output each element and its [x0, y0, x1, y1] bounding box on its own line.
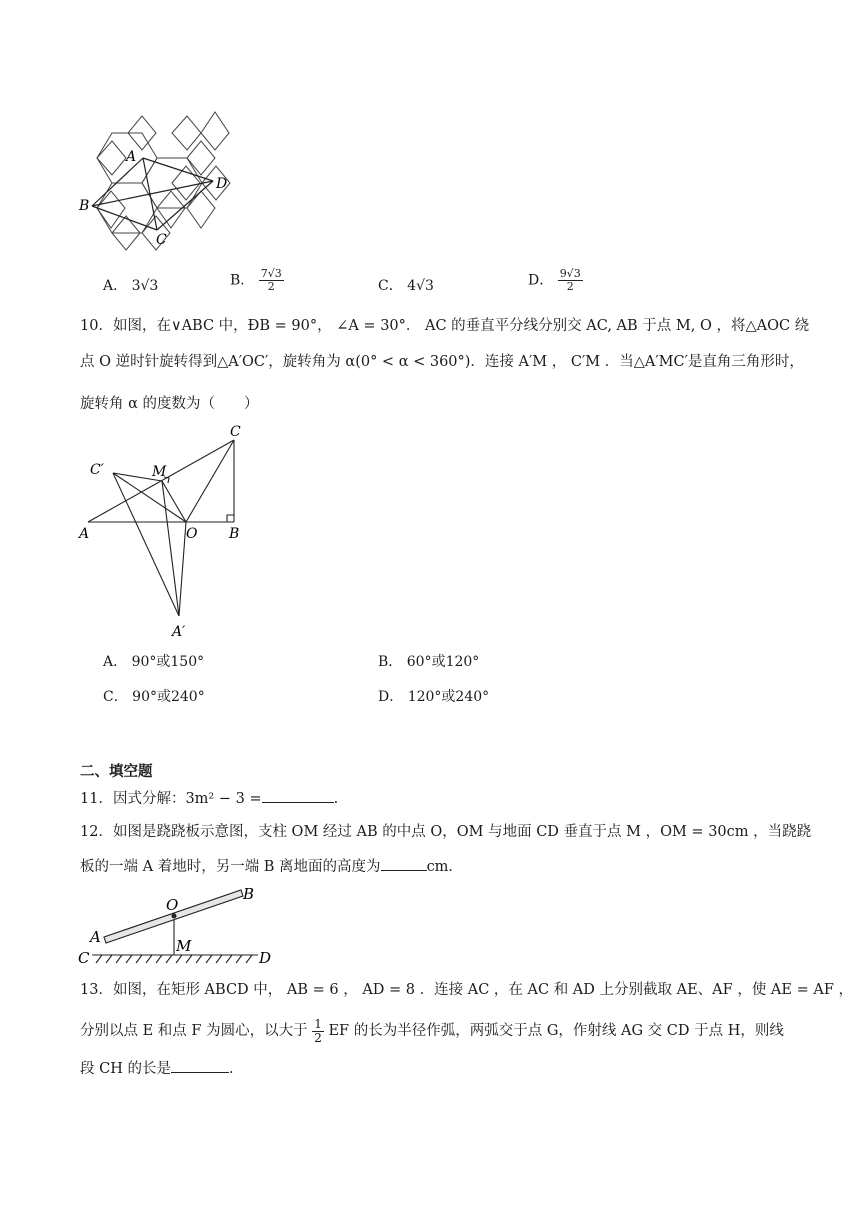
q12-line-1: 12．如图是跷跷板示意图，支柱 OM 经过 AB 的中点 O，OM 与地面 CD 垂直于点 M ，OM = 30cm ，当跷跷 — [80, 824, 812, 840]
q10-line-1: 10．如图，在∨ABC 中，ÐB = 90°， ∠A = 30°． AC 的垂直平分线分别交 AC, AB 于点 M, O ，将△AOC 绕 — [80, 318, 810, 334]
q9-label-a: A — [126, 149, 137, 165]
q9-label-c: C — [156, 232, 167, 248]
q13-line-2-prefix: 分别以点 E 和点 F 为圆心，以大于 — [80, 1023, 308, 1039]
q10-label-m: M — [152, 464, 167, 480]
q10-option-a[interactable] — [103, 652, 204, 672]
section-title-fill-in: 二、填空题 — [80, 764, 153, 780]
q10-figure — [76, 420, 256, 642]
q10-option-a-value: 90°或150° — [131, 654, 205, 670]
q13-fraction-numerator: 1 — [314, 1016, 322, 1031]
q11-prefix: 11．因式分解：3m² − 3 = — [80, 791, 262, 807]
q9-option-b-denominator: 2 — [267, 280, 275, 293]
q9-option-d-fraction — [558, 268, 583, 293]
q12-figure — [76, 884, 282, 970]
q12-label-a: A — [90, 928, 101, 946]
q10-label-a: A — [79, 526, 90, 542]
q10-label-c-prime: C′ — [90, 462, 104, 478]
q9-label-b: B — [79, 198, 90, 214]
q9-option-d-letter: D． — [528, 272, 554, 289]
q10-line-2: 点 O 逆时针旋转得到△A′OC′，旋转角为 α(0° < α < 360°)．连接 A′M ， C′M ．当△A′MC′是直角三角形时， — [80, 354, 804, 370]
q13-answer-blank[interactable] — [171, 1058, 229, 1073]
q10-option-d-letter: D． — [378, 689, 404, 705]
q10-option-b[interactable] — [378, 652, 479, 672]
q10-label-c: C — [230, 424, 241, 440]
q12-label-d: D — [259, 949, 272, 967]
q13-line-1: 13．如图，在矩形 ABCD 中， AB = 6 ， AD = 8 ．连接 AC ，在 AC 和 AD 上分别截取 AE、AF ，使 AE = AF ， — [80, 982, 853, 998]
q10-option-c-value: 90°或240° — [132, 689, 205, 705]
q9-option-d[interactable] — [528, 268, 583, 293]
q9-option-b-letter: B． — [230, 272, 255, 289]
q11-suffix: . — [333, 791, 339, 807]
q11-answer-blank[interactable] — [262, 788, 334, 803]
q10-label-b: B — [229, 526, 240, 542]
q9-option-b-fraction — [259, 268, 284, 293]
q12-line-2-prefix: 板的一端 A 着地时，另一端 B 离地面的高度为 — [80, 859, 381, 875]
q13-fraction — [312, 1018, 324, 1045]
q10-label-o: O — [186, 526, 198, 542]
q11-line — [80, 788, 790, 809]
q10-line-3: 旋转角 α 的度数为（ ） — [80, 396, 259, 412]
q12-label-m: M — [176, 937, 192, 955]
q13-fraction-denominator: 2 — [314, 1030, 322, 1045]
q9-figure — [78, 108, 238, 260]
q13-line-2-suffix: EF 的长为半径作弧，两弧交于点 G，作射线 AG 交 CD 于点 H，则线 — [328, 1023, 784, 1039]
q10-label-a-prime: A′ — [172, 624, 186, 640]
q13-line-3-prefix: 段 CH 的长是 — [80, 1061, 171, 1077]
q9-label-d: D — [216, 176, 228, 192]
q9-option-c[interactable] — [378, 276, 434, 296]
q12-answer-blank[interactable] — [381, 856, 427, 871]
q13-line-2 — [80, 1016, 790, 1046]
q10-option-c-letter: C． — [103, 689, 128, 705]
q12-label-c: C — [78, 949, 90, 967]
q9-option-c-letter: C． — [378, 278, 403, 294]
q9-option-c-value: 4√3 — [407, 278, 434, 294]
q10-option-d[interactable] — [378, 687, 489, 707]
q10-option-b-value: 60°或120° — [406, 654, 480, 670]
q12-line-2 — [80, 856, 790, 877]
q10-option-b-letter: B． — [378, 654, 403, 670]
q9-option-b[interactable] — [230, 268, 284, 293]
q12-label-b: B — [243, 885, 255, 903]
q13-line-3-suffix: . — [228, 1061, 234, 1077]
q12-label-o: O — [166, 896, 179, 914]
q10-option-c[interactable] — [103, 687, 205, 707]
q9-option-d-numerator: 9√3 — [559, 267, 581, 280]
q9-option-d-denominator: 2 — [566, 280, 574, 293]
q10-option-a-letter: A． — [103, 654, 128, 670]
q13-line-3 — [80, 1058, 790, 1079]
q9-option-a[interactable] — [103, 276, 158, 296]
q9-option-b-numerator: 7√3 — [260, 267, 282, 280]
q12-line-2-suffix: cm． — [426, 859, 463, 875]
q10-option-d-value: 120°或240° — [407, 689, 490, 705]
q9-option-a-letter: A． — [103, 278, 128, 294]
q9-option-a-value: 3√3 — [131, 278, 159, 294]
